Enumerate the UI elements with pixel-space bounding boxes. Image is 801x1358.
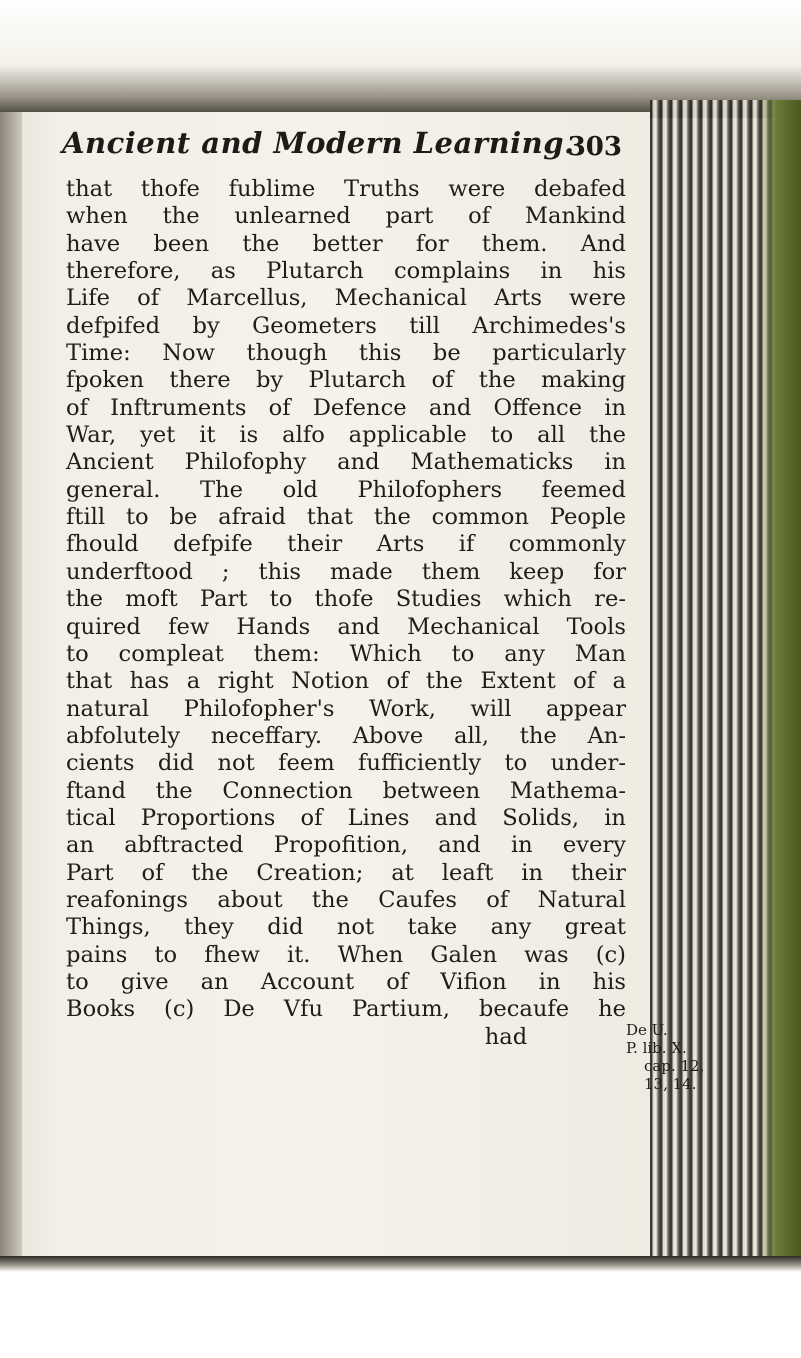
text-line: Books (c) De Vfu Partium, becaufe he [66, 996, 626, 1023]
text-line: general. The old Philofophers feemed [66, 476, 626, 503]
page-bottom-shadow [0, 1256, 801, 1272]
text-line: have been the better for them. And [66, 230, 626, 257]
margin-note-line: De U. [626, 1021, 668, 1039]
text-line: Time: Now though this be particularly [66, 340, 626, 367]
catchword: had [484, 1023, 528, 1050]
text-line: that has a right Notion of the Extent of a [66, 668, 626, 695]
page-number: 303 [567, 132, 622, 162]
text-line: to compleat them: Which to any Man [66, 640, 626, 667]
margin-note-line: P. lib. X. [626, 1039, 687, 1057]
text-line: pains to fhew it. When Galen was (c) [66, 941, 626, 968]
margin-note-line: 13, 14. [644, 1075, 697, 1093]
running-title: Ancient and Modern Learning. [62, 126, 575, 160]
text-line: that thofe fublime Truths were debafed [66, 176, 626, 202]
text-line: tical Proportions of Lines and Solids, in [66, 804, 626, 831]
text-line: an abftracted Propofition, and in every [66, 832, 626, 859]
text-line: abfolutely neceffary. Above all, the An- [66, 722, 626, 749]
text-line: ftand the Connection between Mathema- [66, 777, 626, 804]
text-line: Part of the Creation; at leaft in their [66, 859, 626, 886]
book-fore-edge-shadow [760, 100, 801, 1270]
text-line: reafonings about the Caufes of Natural [66, 886, 626, 913]
text-line: therefore, as Plutarch complains in his [66, 258, 626, 285]
margin-note [626, 1021, 705, 1093]
text-line: fhould defpife their Arts if commonly [66, 531, 626, 558]
text-line: defpifed by Geometers till Archimedes's [66, 312, 626, 339]
text-line: fpoken there by Plutarch of the making [66, 367, 626, 394]
text-line: natural Philofopher's Work, will appear [66, 695, 626, 722]
text-line: underftood ; this made them keep for [66, 558, 626, 585]
margin-note-line: cap. 12, [644, 1057, 705, 1075]
text-line: the moft Part to thofe Studies which re- [66, 586, 626, 613]
page-header [62, 122, 622, 178]
body-text [66, 176, 626, 1051]
text-line: to give an Account of Vifion in his [66, 968, 626, 995]
text-line: quired few Hands and Mechanical Tools [66, 613, 626, 640]
text-line: Ancient Philofophy and Mathematicks in [66, 449, 626, 476]
text-line: of Inftruments of Defence and Offence in [66, 394, 626, 421]
text-line: cients did not feem fufficiently to under- [66, 750, 626, 777]
text-line: when the unlearned part of Mankind [66, 203, 626, 230]
text-line: Life of Marcellus, Mechanical Arts were [66, 285, 626, 312]
binding-edge [0, 112, 22, 1262]
text-line: Things, they did not take any great [66, 914, 626, 941]
text-line: War, yet it is alfo applicable to all the [66, 422, 626, 449]
text-line: ftill to be afraid that the common People [66, 504, 626, 531]
